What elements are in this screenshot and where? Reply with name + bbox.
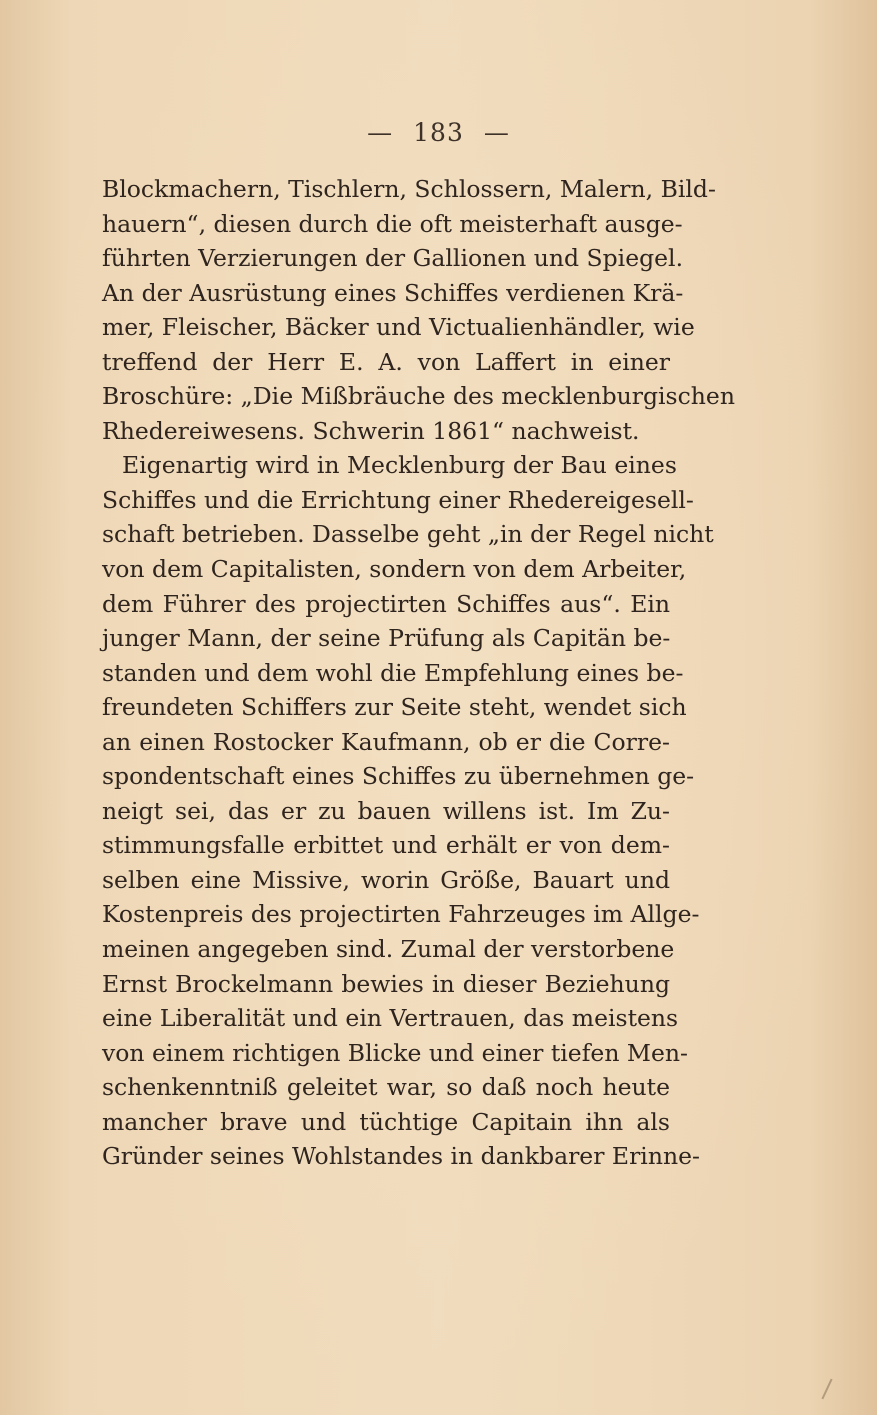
page-number: 183 [413, 118, 464, 147]
body-text [102, 172, 735, 1174]
text-line: dem Führer des projectirten Schiffes aus“. Ein [102, 589, 670, 618]
text-line: führten Verzierungen der Gallionen und Spiegel. [102, 244, 684, 273]
text-line: junger Mann, der seine Prüfung als Capitän be- [102, 624, 671, 653]
text-line: mancher brave und tüchtige Capitain ihn als [102, 1107, 670, 1136]
text-line: freundeten Schiffers zur Seite steht, wendet sich [102, 693, 687, 722]
text-line: An der Ausrüstung eines Schiffes verdienen Krä- [102, 278, 684, 307]
text-line: schaft betrieben. Dasselbe geht „in der Regel nicht [102, 520, 714, 549]
text-line: Broschüre: „Die Mißbräuche des mecklenburgischen [102, 382, 735, 411]
text-line: Rhedereiwesens. Schwerin 1861“ nachweist. [102, 416, 640, 445]
text-line: von einem richtigen Blicke und einer tiefen Men- [102, 1038, 688, 1067]
left-dash: — [367, 118, 394, 147]
text-line: Schiffes und die Errichtung einer Rhedereigesell- [102, 485, 694, 514]
text-line: neigt sei, das er zu bauen willens ist. Im Zu- [102, 796, 670, 825]
text-line: hauern“, diesen durch die oft meisterhaft ausge- [102, 209, 683, 238]
pencil-mark [821, 1379, 832, 1400]
text-line: eine Liberalität und ein Vertrauen, das meistens [102, 1004, 679, 1033]
text-line: standen und dem wohl die Empfehlung eines be- [102, 658, 684, 687]
text-line: schenkenntniß geleitet war, so daß noch heute [102, 1073, 670, 1102]
text-line: treffend der Herr E. A. von Laffert in einer [102, 347, 670, 376]
text-line: mer, Fleischer, Bäcker und Victualienhändler, wie [102, 313, 695, 342]
text-line: an einen Rostocker Kaufmann, ob er die Corre- [102, 727, 670, 756]
page-number-header [0, 118, 877, 147]
text-line: meinen angegeben sind. Zumal der verstorbene [102, 935, 675, 964]
text-line: Eigenartig wird in Mecklenburg der Bau eines [122, 451, 677, 480]
right-dash: — [483, 118, 510, 147]
text-line: Blockmachern, Tischlern, Schlossern, Malern, Bild- [102, 175, 716, 203]
text-line: spondentschaft eines Schiffes zu übernehmen ge- [102, 762, 695, 791]
text-line: selben eine Missive, worin Größe, Bauart und [102, 865, 670, 894]
text-line: Ernst Brockelmann bewies in dieser Beziehung [102, 969, 670, 998]
text-line: Gründer seines Wohlstandes in dankbarer Erinne- [102, 1142, 700, 1171]
text-line: Kostenpreis des projectirten Fahrzeuges im Allge- [102, 900, 700, 929]
text-line: stimmungsfalle erbittet und erhält er von dem- [102, 831, 670, 860]
text-line: von dem Capitalisten, sondern von dem Arbeiter, [102, 555, 687, 584]
